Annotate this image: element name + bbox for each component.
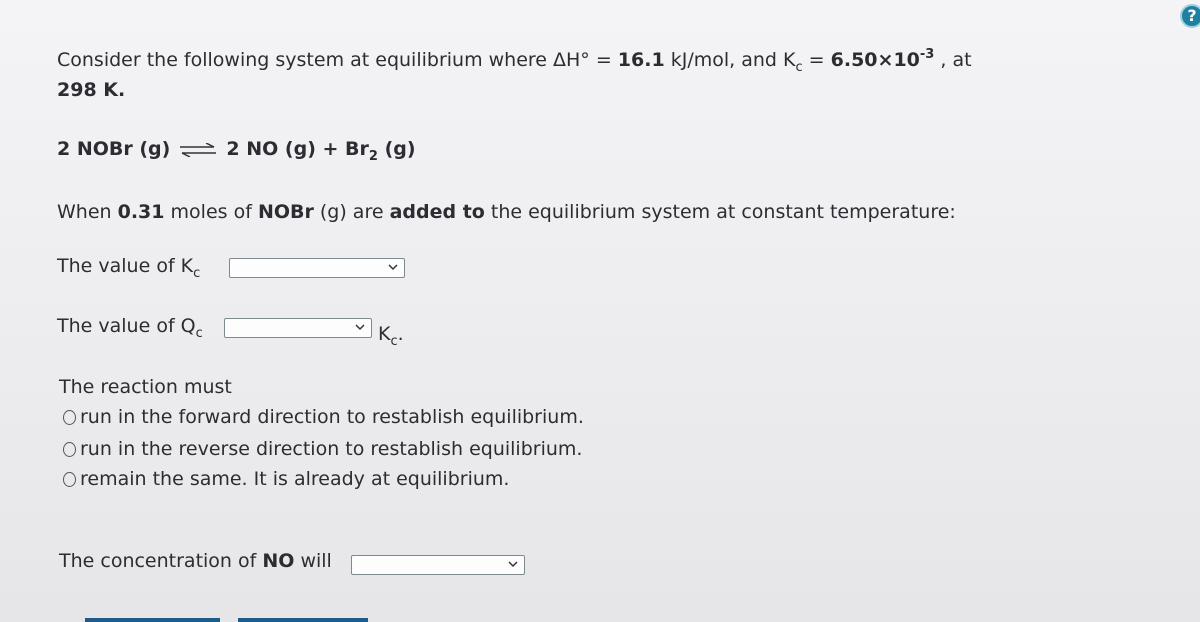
kc-label-sub: c — [193, 265, 201, 281]
option-same-label: remain the same. It is already at equilibrium. — [80, 468, 510, 490]
help-icon[interactable]: ? — [1180, 4, 1200, 28]
dh-value: 16.1 — [617, 49, 665, 71]
condition-species: NOBr — [257, 201, 314, 223]
condition-prefix: When — [57, 201, 118, 223]
option-reverse-label: run in the reverse direction to restablish equilibrium. — [80, 438, 583, 460]
kc-question-label — [57, 254, 201, 281]
qc-after-sub: c — [390, 333, 398, 349]
equilibrium-arrow-icon — [178, 143, 218, 157]
reaction-reactant: 2 NOBr (g) — [57, 138, 171, 160]
direction-option-same[interactable] — [63, 467, 509, 491]
condition-text — [57, 200, 956, 224]
condition-amount: 0.31 — [117, 201, 165, 223]
at-text: , at — [934, 49, 972, 71]
chevron-down-icon — [388, 261, 398, 273]
no-concentration-select[interactable] — [351, 555, 525, 575]
question-intro — [57, 46, 972, 75]
condition-action: added to — [389, 201, 485, 223]
reaction-equation — [57, 137, 416, 164]
condition-mid2: (g) are — [313, 201, 390, 223]
reaction-products: 2 NO (g) + Br — [226, 138, 369, 160]
radio-button-icon[interactable] — [63, 472, 76, 487]
br-state: (g) — [377, 138, 416, 160]
kc-select[interactable] — [229, 258, 405, 278]
direction-label: The reaction must — [59, 376, 232, 398]
kc-exponent: -3 — [919, 46, 935, 62]
qc-question-label — [57, 314, 203, 341]
no-label-prefix: The concentration of — [59, 550, 263, 572]
kc-subscript: c — [795, 59, 803, 75]
direction-option-forward[interactable] — [63, 405, 584, 429]
radio-button-icon[interactable] — [63, 442, 76, 457]
radio-button-icon[interactable] — [63, 410, 76, 425]
option-forward-label: run in the forward direction to restablish equilibrium. — [80, 406, 584, 428]
qc-label-text: The value of Q — [57, 315, 196, 337]
qc-after-k: K — [378, 323, 391, 345]
qc-select[interactable] — [224, 318, 372, 338]
chevron-down-icon — [355, 321, 365, 333]
chevron-down-icon — [508, 558, 518, 570]
temperature — [57, 78, 125, 102]
temperature-value: 298 K. — [57, 79, 126, 101]
no-label-suffix: will — [294, 550, 332, 572]
no-question-label — [59, 549, 332, 573]
qc-after-dot: . — [397, 323, 404, 345]
submit-button-edge[interactable] — [85, 618, 220, 622]
condition-suffix: the equilibrium system at constant temperature: — [484, 201, 956, 223]
retry-button-edge[interactable] — [238, 618, 368, 622]
kc-value: 6.50×10 — [830, 49, 920, 71]
no-label-species: NO — [262, 550, 295, 572]
condition-mid: moles of — [164, 201, 258, 223]
qc-label-sub: c — [195, 325, 203, 341]
intro-text: Consider the following system at equilibrium where ΔH° = — [57, 49, 618, 71]
direction-option-reverse[interactable] — [63, 437, 582, 461]
kc-equals: = — [802, 49, 831, 71]
br-subscript: 2 — [368, 148, 378, 164]
dh-unit: kJ/mol, and K — [664, 49, 796, 71]
qc-comparison-suffix — [378, 322, 404, 349]
kc-label-text: The value of K — [57, 255, 194, 277]
